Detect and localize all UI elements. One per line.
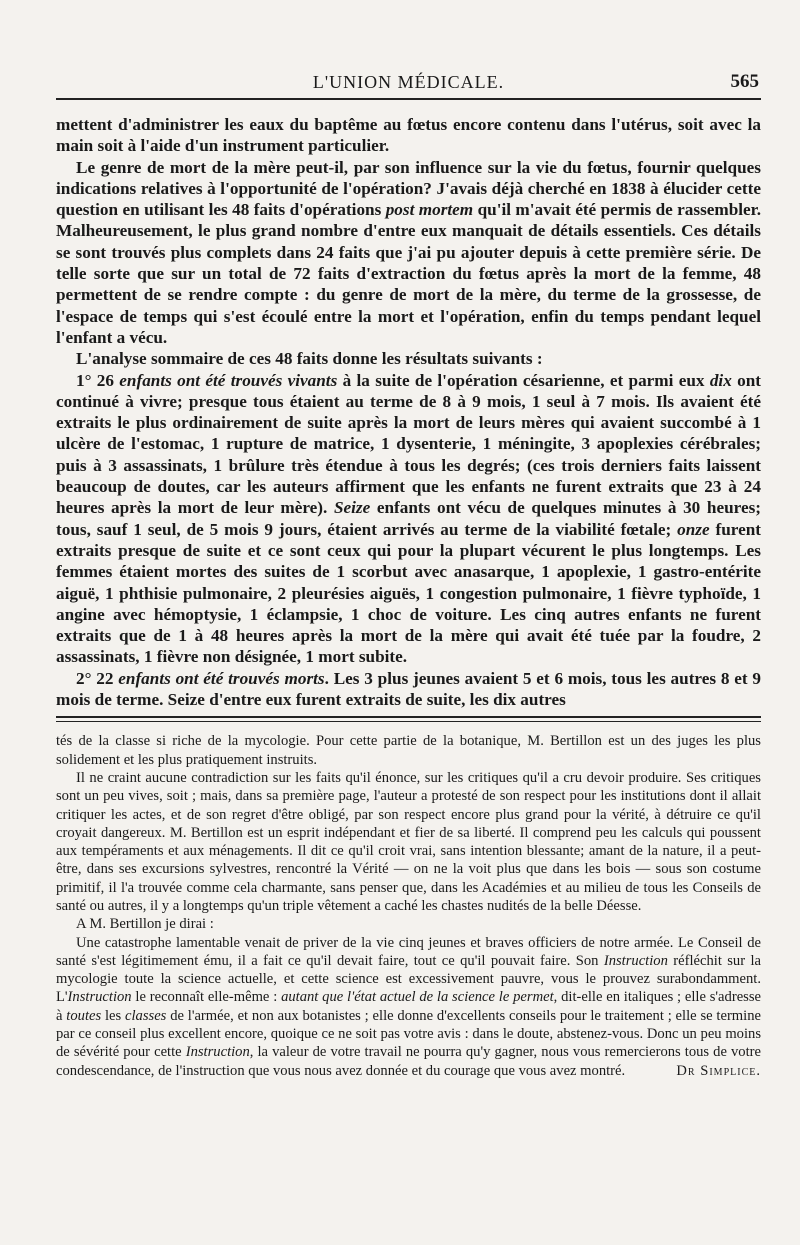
paragraph: tés de la classe si riche de la mycologie. Pour cette partie de la botanique, M. Bertillon est un des juges les plus solidement et les plus pratiquement instruits. [56, 733, 761, 768]
main-article [56, 114, 761, 710]
paragraph: A M. Bertillon je dirai : [76, 916, 214, 933]
journal-title: L'UNION MÉDICALE. [312, 72, 505, 92]
running-header [56, 66, 761, 96]
paragraph: Une catastrophe lamentable venait de priver de la vie cinq jeunes et braves officiers de notre armée. Le Conseil de santé s'est légitimement ému, il a fait ce qu'il devait faire, tout ce qu'il pouvait faire. Son Instruction réfléchit sur la mycologie toute la science actuelle, et cette science est excessivement pauvre, vous le prouvez surabondamment. L'Instruction le reconnaît elle-même : autant que l'état actuel de la science le permet, dit-elle en italiques ; elle s'adresse à toutes les classes de l'armée, et non aux botanistes ; elle donne d'excellents conseils pour le traitement ; elle se termine par ce conseil plus excellent encore, quoique ce ne soit pas votre avis : dans le doute, abstenez-vous. Donc un peu moins de sévérité pour cette Instruction, la valeur de votre travail ne pourra qu'y gagner, nous vous remercierons tous de votre condescendance, de l'instruction que vous nous avez donnée et du courage que vous avez montré. Dr Simplice. [56, 934, 762, 1079]
page-number: 565 [730, 71, 759, 92]
feuilleton-section [56, 732, 761, 1080]
header-rule [56, 98, 761, 100]
paragraph: L'analyse sommaire de ces 48 faits donne les résultats suivants : [76, 349, 543, 369]
paragraph: 1° 26 enfants ont été trouvés vivants à la suite de l'opération césarienne, et parmi eux dix ont continué à vivre; presque tous étaient au terme de 8 à 9 mois, 1 seul à 7 mois. Ils avaient été extraits le plus ordinairement de suite après la mort de leurs mères qui avaient succombé à 1 ulcère de l'estomac, 1 rupture de matrice, 1 dysenterie, 1 méningite, 3 apoplexies cérébrales; puis à 3 assassinats, 1 brûlure très étendue à tous les degrés; (ces trois derniers faits laissent beaucoup de doutes, car les auteurs affirment que les enfants ne furent extraits que 23 à 24 heures après la mort de leur mère). Seize enfants ont vécu de quelques minutes à 30 heures; tous, sauf 1 seul, de 5 mois 9 jours, étaient arrivés au terme de la viabilité fœtale; onze furent extraits presque de suite et ce sont ceux qui pour la plupart vécurent le plus longtemps. Les femmes étaient mortes des suites de 1 scorbut avec anasarque, 1 apoplexie, 1 gastro-entérite aiguë, 1 phthisie pulmonaire, 2 pleurésies aiguës, 1 congestion pulmonaire, 1 fièvre typhoïde, 1 angine avec hémoptysie, 1 éclampsie, 1 choc de voiture. Les cinq autres enfants ne furent extraits que de 1 à 48 heures après la mort de la mère qui avait été tuée par la foudre, 2 assassinats, 1 fièvre non désignée, 1 mort subite. [56, 370, 762, 667]
paragraph: Le genre de mort de la mère peut-il, par son influence sur la vie du fœtus, fournir quelques indications relatives à l'opportunité de l'opération? J'avais déjà cherché en 1838 à élucider cette question en utilisant les 48 faits d'opérations post mortem qu'il m'avait été permis de rassembler. Malheureusement, le plus grand nombre d'entre eux manquait de détails essentiels. Ces détails se sont trouvés plus complets dans 24 faits que j'ai pu ajouter depuis à cette première série. De telle sorte que sur un total de 72 faits d'extraction du fœtus après la mort de la femme, 48 permettent de se rendre compte : du genre de mort de la mère, du terme de la grossesse, de l'espace de temps qui s'est écoulé entre la mort et l'opération, enfin du temps pendant lequel l'enfant a vécu. [56, 157, 762, 347]
paragraph: Il ne craint aucune contradiction sur les faits qu'il énonce, sur les critiques qu'il a cru devoir produire. Ses critiques sont un peu vives, soit ; mais, dans sa première page, l'auteur a protesté de son respect pour les institutions dont il allait critiquer les actes, et de son regret d'être obligé, par son respect encore plus grand pour la vérité, à détruire ce qu'il croyait dangereux. M. Bertillon est un esprit indépendant et fier de sa liberté. Il comprend peu les calculs qui poussent aux tempéraments et aux ménagements. Il dit ce qu'il croit vrai, sans intention blessante; amant de la nature, il a peut-être, dans ses excursions sylvestres, rencontré la Vérité — on ne la voit plus que dans les bois — sous son costume primitif, il l'a trouvée comme cela charmante, sans penser que, dans les Académies et au milieu de tous les Conseils de santé ou autres, il y a longtemps qu'un triple vêtement a caché les chastes nudités de la belle Déesse. [56, 769, 761, 914]
feuilleton-separator [56, 716, 761, 722]
paragraph: 2° 22 enfants ont été trouvés morts. Les 3 plus jeunes avaient 5 et 6 mois, tous les autres 8 et 9 mois de terme. Seize d'entre eux furent extraits de suite, les dix autres [56, 668, 761, 710]
newspaper-page [56, 66, 761, 1080]
author-signature: Dr Simplice. [676, 1062, 761, 1079]
paragraph: mettent d'administrer les eaux du baptême au fœtus encore contenu dans l'utérus, soit avec la main soit à l'aide d'un instrument particulier. [56, 115, 761, 156]
